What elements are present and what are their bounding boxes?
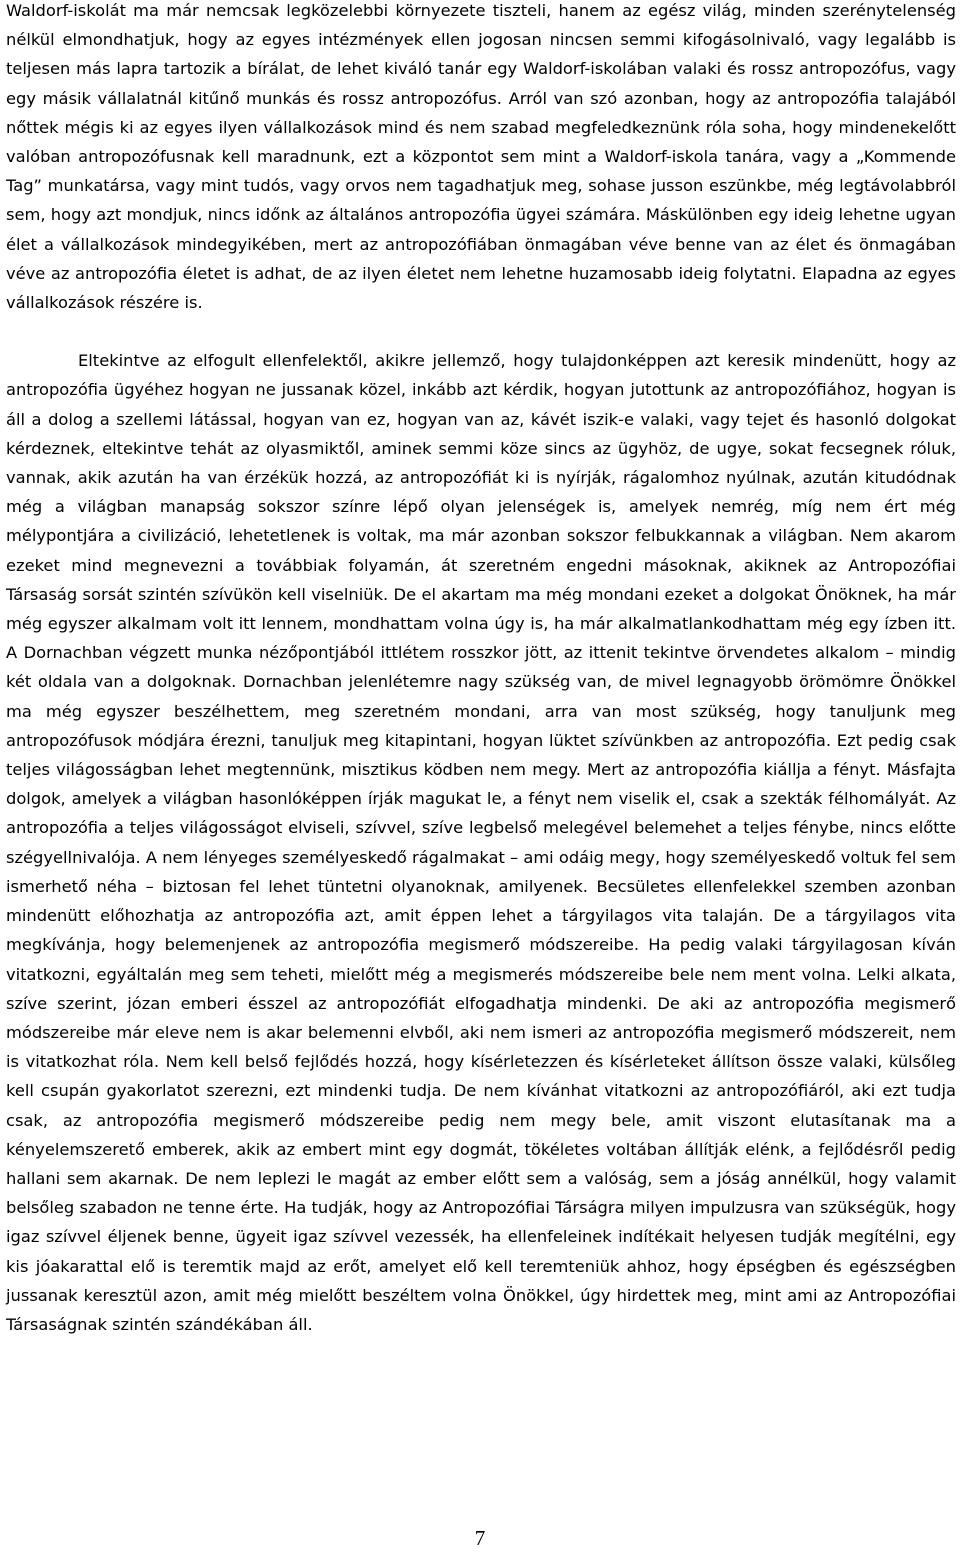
page-number: 7 [474,1526,486,1550]
paragraph-2: Eltekintve az elfogult ellenfelektől, akikre jellemző, hogy tulajdonképpen azt keresik mindenütt, hogy az antropozófia ügyéhez hogyan ne jussanak közel, inkább azt kérdik, hogyan jutottunk az antropozófiához, hogyan is áll a dolog a szellemi látással, hogyan van ez, hogyan van az, kávét iszik-e valaki, vagy tejet és hasonló dolgokat kérdeznek, eltekintve tehát az olyasmiktől, aminek semmi köze sincs az ügyhöz, de ugye, sokat fecsegnek róluk, vannak, akik azután ha van érzékük hozzá, az antropozófiát ki is nyírják, rágalomhoz nyúlnak, azután kitudódnak még a világban manapság sokszor színre lépő olyan jelenségek is, amelyek nemrég, míg nem ért még mélypontjára a civilizáció, lehetetlenek is voltak, ma már azonban sokszor felbukkannak a világban. Nem akarom ezeket mind megnevezni a továbbiak folyamán, át szeretném engedni másoknak, akiknek az Antropozófiai Társaság sorsát szintén szívükön kell viselniük. De el akartam ma még mondani ezeket a dolgokat Önöknek, ha már még egyszer alkalmam volt itt lennem, mondhattam volna úgy is, ha már alkalmatlankodhattam még egy ízben itt. A Dornachban végzett munka nézőpontjából ittlétem rosszkor jött, az ittenit tekintve örvendetes alkalom – mindig két oldala van a dolgoknak. Dornachban jelenlétemre nagy szükség van, de mivel legnagyobb örömömre Önökkel ma még egyszer beszélhettem, meg szeretném mondani, arra van most szükség, hogy tanuljunk meg antropozófusok módjára érezni, tanuljuk meg kitapintani, hogyan lüktet szívünkben az antropozófia. Ezt pedig csak teljes világosságban lehet megtennünk, misztikus ködben nem megy. Mert az antropozófia kiállja a fényt. Másfajta dolgok, amelyek a világban hasonlóképpen írják magukat le, a fényt nem viselik el, csak a szekták félhomályát. Az antropozófia a teljes világosságot elviseli, szívvel, szíve legbelső melegével belemehet a teljes fénybe, nincs előtte szégyellnivalója. A nem lényeges személyeskedő rágalmakat – ami odáig megy, hogy személyeskedő voltuk fel sem ismerhető néha – biztosan fel lehet tüntetni olyanoknak, amilyenek. Becsületes ellenfelekkel szemben azonban mindenütt előhozhatja az antropozófia azt, amit éppen lehet a tárgyilagos vita talaján. De a tárgyilagos vita megkívánja, hogy belemenjenek az antropozófia megismerő módszereibe. Ha pedig valaki tárgyilagosan kíván vitatkozni, egyáltalán meg sem teheti, mielőtt még a megismerés módszereibe bele nem ment volna. Lelki alkata, szíve szerint, józan emberi ésszel az antropozófiát elfogadhatja mindenki. De aki az antropozófia megismerő módszereibe már eleve nem is akar belemenni elvből, aki nem ismeri az antropozófia megismerő módszereit, nem is vitatkozhat róla. Nem kell belső fejlődés hozzá, hogy kísérletezzen és kísérleteket állítson össze valaki, külsőleg kell csupán gyakorlatot szerezni, ezt mindenki tudja. De nem kívánhat vitatkozni az antropozófiáról, aki ezt tudja csak, az antropozófia megismerő módszereibe pedig nem megy bele, amit viszont elutasítanak ma a kényelemszerető emberek, akik az embert mint egy dogmát, tökéletes voltában állítják elénk, a fejlődésről pedig hallani sem akarnak. De nem leplezi le magát az ember előtt sem a valóság, sem a jóság annélkül, hogy valamit belsőleg szabadon ne tenne érte. Ha tudják, hogy az Antropozófiai Társágra milyen impulzusra van szükségük, hogy igaz szívvel éljenek benne, ügyeit igaz szívvel vezessék, ha ellenfeleinek indítékait helyesen tudják megítélni, egy kis jóakarattal elő is teremtik majd az erőt, amelyet elő kell teremteniük ahhoz, hogy épségben és egészségben jussanak keresztül azon, amit még mielőtt beszéltem volna Önökkel, úgy hirdettek meg, mint ami az Antropozófiai Társaságnak szintén szándékában áll. [6,351,956,1334]
document-page [6,0,956,1339]
paragraph-1: Waldorf-iskolát ma már nemcsak legközelebbi környezete tiszteli, hanem az egész világ, minden szerénytelenség nélkül elmondhatjuk, hogy az egyes intézmények ellen jogosan nincsen semmi kifogásolnivaló, vagy legalább is teljesen más lapra tartozik a bírálat, de lehet kiváló tanár egy Waldorf-iskolában valaki és rossz antropozófus, vagy egy másik vállalatnál kitűnő munkás és rossz antropozófus. Arról van szó azonban, hogy az antropozófia talajából nőttek mégis ki az egyes ilyen vállalkozások mind és nem szabad megfeledkeznünk róla soha, hogy mindenekelőtt valóban antropozófusnak kell maradnunk, ezt a központot sem mint a Waldorf-iskola tanára, vagy a „Kommende Tag” munkatársa, vagy mint tudós, vagy orvos nem tagadhatjuk meg, sohase jusson eszünkbe, még legtávolabbról sem, hogy azt mondjuk, nincs időnk az általános antropozófia ügyei számára. Máskülönben egy ideig lehetne ugyan élet a vállalkozások mindegyikében, mert az antropozófiában önmagában véve benne van az élet és önmagában véve az antropozófia életet is adhat, de az ilyen életet nem lehetne huzamosabb ideig folytatni. Elapadna az egyes vállalkozások részére is. [6,1,956,313]
